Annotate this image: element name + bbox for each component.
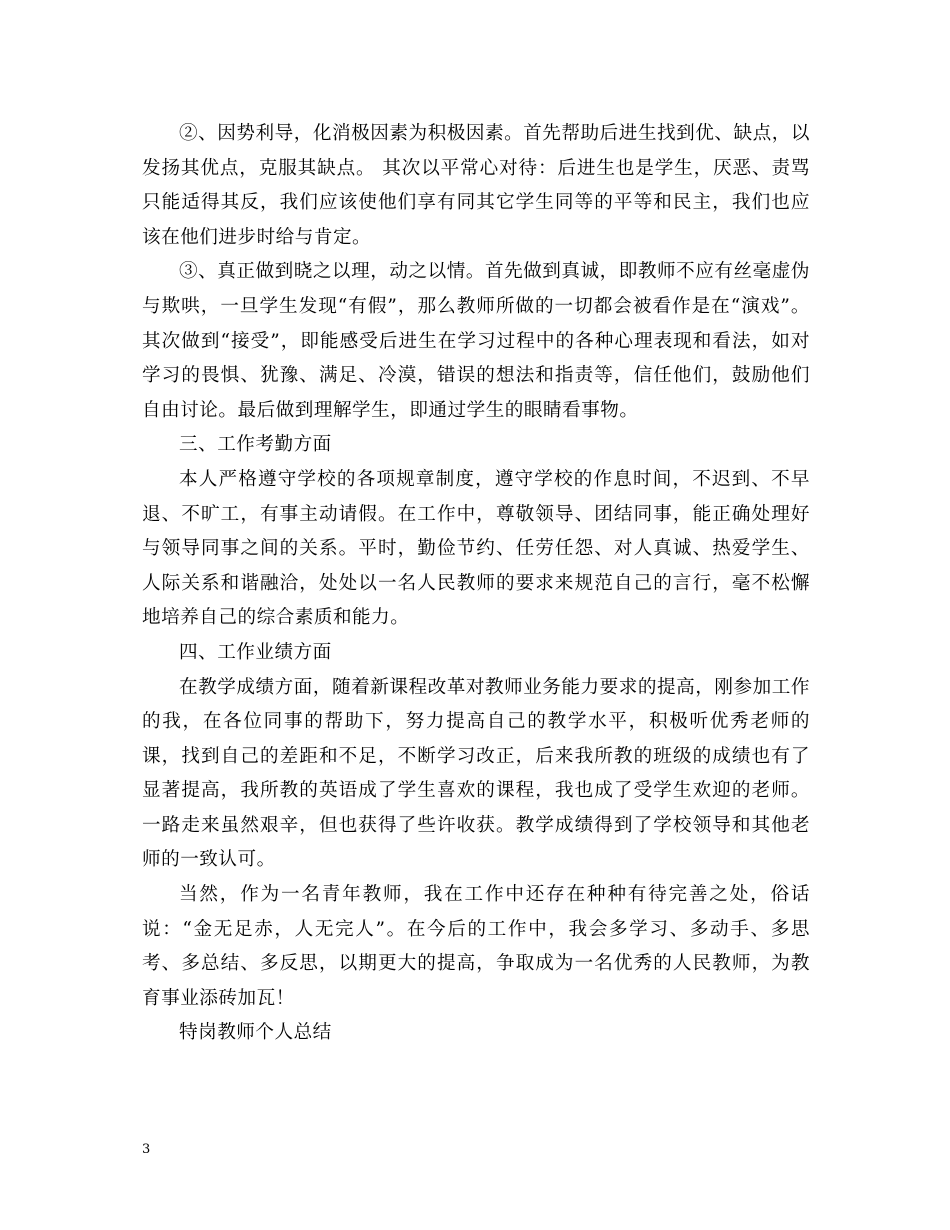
next-document-title: 特岗教师个人总结 (179, 1022, 332, 1044)
paragraph-teaching-results: 在教学成绩方面，随着新课程改革对教师业务能力要求的提高，刚参加工作的我，在各位同事的帮助下，努力提高自己的教学水平，积极听优秀老师的课，找到自己的差距和不足，不断学习改正，后来我所教的班级的成绩也有了显著提高，我所教的英语成了学生喜欢的课程，我也成了受学生欢迎的老师。一路走来虽然艰辛，但也获得了些许收获。教学成绩得到了学校领导和其他老师的一致认可。 (142, 676, 810, 871)
paragraph-self-improvement: 当然，作为一名青年教师，我在工作中还存在种种有待完善之处，俗话说：“金无足赤，人无完人”。在今后的工作中，我会多学习、多动手、多思考、多总结、多反思，以期更大的提高，争取成为一名优秀的人民教师，为教育事业添砖加瓦！ (142, 884, 810, 1009)
section-heading-attendance: 三、工作考勤方面 (179, 434, 332, 456)
paragraph-attendance: 本人严格遵守学校的各项规章制度，遵守学校的作息时间，不迟到、不早退、不旷工，有事主动请假。在工作中，尊敬领导、团结同事，能正确处理好与领导同事之间的关系。平时，勤俭节约、任劳任怨、对人真诚、热爱学生、人际关系和谐融洽，处处以一名人民教师的要求来规范自己的言行，毫不松懈地培养自己的综合素质和能力。 (142, 468, 810, 629)
section-heading-achievements: 四、工作业绩方面 (179, 641, 332, 663)
document-body (142, 117, 810, 1051)
paragraph-sincere-reasoning: ③、真正做到晓之以理，动之以情。首先做到真诚，即教师不应有丝毫虚伪与欺哄，一旦学生发现“有假”，那么教师所做的一切都会被看作是在“演戏”。其次做到“接受”，即能感受后进生在学习过程中的各种心理表现和看法，如对学习的畏惧、犹豫、满足、冷漠，错误的想法和指责等，信任他们，鼓励他们自由讨论。最后做到理解学生，即通过学生的眼睛看事物。 (142, 261, 810, 421)
paragraph-remedial-guidance: ②、因势利导，化消极因素为积极因素。首先帮助后进生找到优、缺点，以发扬其优点，克服其缺点。 其次以平常心对待：后进生也是学生，厌恶、责骂只能适得其反，我们应该使他们享有同其它学生同等的平等和民主，我们也应该在他们进步时给与肯定。 (142, 123, 810, 248)
page-number: 3 (142, 1142, 151, 1157)
